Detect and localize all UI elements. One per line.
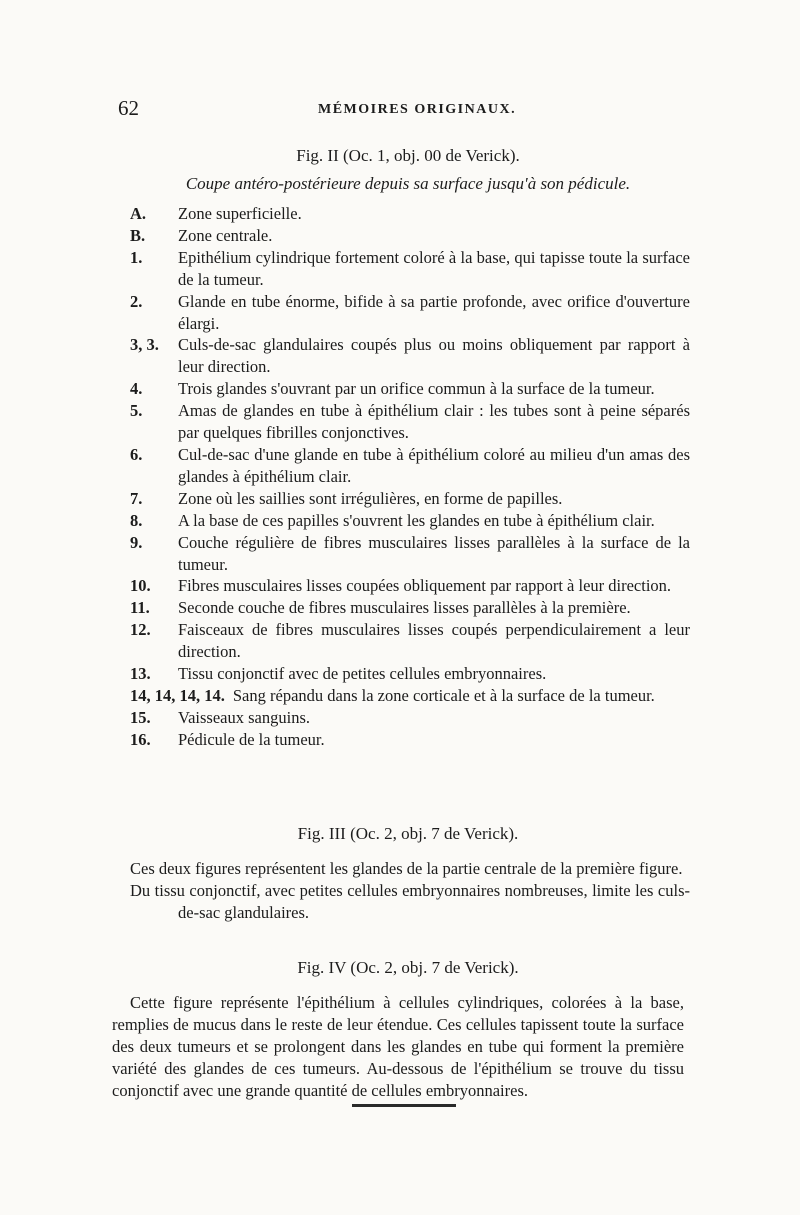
legend-item	[130, 619, 690, 663]
legend-item-number: 15.	[130, 707, 151, 727]
legend-item-text: A la base de ces papilles s'ouvrent les glandes en tube à épithélium clair.	[178, 510, 655, 530]
legend-item-text: Faisceaux de fibres musculaires lisses coupés perpendiculairement a leur direction.	[178, 620, 690, 662]
fig2-subtitle: Coupe antéro-postérieure depuis sa surface jusqu'à son pédicule.	[185, 174, 631, 193]
page-number: 62	[118, 96, 139, 120]
legend-item-text: Tissu conjonctif avec de petites cellules embryonnaires.	[178, 664, 547, 684]
legend-item	[130, 510, 690, 532]
fig4-heading: Fig. IV (Oc. 2, obj. 7 de Verick).	[297, 958, 519, 977]
legend-item	[130, 532, 690, 576]
legend-item	[130, 225, 690, 247]
end-rule	[352, 1104, 456, 1107]
legend-item-number: 16.	[130, 729, 151, 749]
legend-item	[130, 334, 690, 378]
legend-item	[130, 729, 690, 751]
legend-item-number: 9.	[130, 532, 143, 552]
legend-item-text: Culs-de-sac glandulaires coupés plus ou moins obliquement par rapport à leur direction.	[178, 335, 690, 377]
legend-item-text: Vaisseaux sanguins.	[178, 707, 310, 727]
legend-item	[130, 444, 690, 488]
legend-item	[130, 488, 690, 510]
legend-item-number: B.	[130, 225, 146, 245]
fig3-paragraph: Du tissu conjonctif, avec petites cellules embryonnaires nombreuses, limite les culs-de-sac glandulaires.	[130, 881, 690, 922]
legend-item-text: Epithélium cylindrique fortement coloré à la base, qui tapisse toute la surface de la tumeur.	[178, 247, 690, 289]
legend-item	[130, 597, 690, 619]
legend-item-text: Seconde couche de fibres musculaires lisses parallèles à la première.	[178, 598, 631, 618]
legend-item	[130, 203, 690, 225]
legend-item-number: 12.	[130, 620, 151, 640]
legend-item-number: 11.	[130, 598, 150, 618]
fig2-legend-list	[130, 203, 690, 751]
legend-item-number: 5.	[130, 401, 143, 421]
legend-item	[130, 685, 690, 707]
legend-item-number: 2.	[130, 291, 143, 311]
fig4-paragraph: Cette figure représente l'épithélium à cellules cylindriques, colorées à la base, remplies de mucus dans le reste de leur étendue. Ces cellules tapissent toute la surface des deux tumeurs et se prolongent dans les glandes en tube qui forment la première variété des glandes de ces tumeurs. Au-dessous de l'épithélium se trouve du tissu conjonctif avec une grande quantité de cellules embryonnaires.	[112, 993, 684, 1100]
legend-item-text: Amas de glandes en tube à épithélium clair : les tubes sont à peine séparés par quelques fibrilles conjonctives.	[178, 401, 690, 443]
legend-item	[130, 400, 690, 444]
legend-item-number: 6.	[130, 444, 143, 464]
running-title: MÉMOIRES ORIGINAUX.	[318, 102, 517, 117]
legend-item-text: Couche régulière de fibres musculaires lisses parallèles à la surface de la tumeur.	[178, 532, 690, 574]
legend-item-number: 4.	[130, 379, 143, 399]
fig2-heading: Fig. II (Oc. 1, obj. 00 de Verick).	[296, 146, 520, 165]
legend-item-number: 1.	[130, 247, 143, 267]
legend-item	[130, 247, 690, 291]
legend-item-number: 7.	[130, 488, 143, 508]
legend-item	[130, 378, 690, 400]
legend-item	[130, 663, 690, 685]
legend-item-text: Pédicule de la tumeur.	[178, 729, 325, 749]
legend-item-number: 13.	[130, 664, 151, 684]
legend-item	[130, 291, 690, 335]
legend-item-text: Zone centrale.	[178, 225, 273, 245]
fig3-text	[130, 858, 690, 924]
legend-item-number: 3, 3.	[130, 335, 159, 355]
fig3-paragraph: Ces deux figures représentent les glandes de la partie centrale de la première figure.	[130, 859, 683, 878]
legend-item-text: Cul-de-sac d'une glande en tube à épithélium coloré au milieu d'un amas des glandes à épithélium clair.	[178, 444, 690, 486]
legend-item-text: Zone où les saillies sont irrégulières, en forme de papilles.	[178, 488, 563, 508]
legend-item	[130, 707, 690, 729]
legend-item-text: Zone superficielle.	[178, 204, 302, 223]
legend-item-number: 10.	[130, 576, 151, 596]
legend-item-text: Trois glandes s'ouvrant par un orifice commun à la surface de la tumeur.	[178, 379, 655, 399]
fig3-heading: Fig. III (Oc. 2, obj. 7 de Verick).	[297, 824, 519, 843]
legend-item-number: 14, 14, 14, 14.	[130, 685, 225, 705]
legend-item	[130, 575, 690, 597]
legend-item-text: Sang répandu dans la zone corticale et à la surface de la tumeur.	[232, 685, 655, 705]
legend-item-number: 8.	[130, 510, 143, 530]
legend-item-number: A.	[130, 204, 147, 223]
legend-item-text: Glande en tube énorme, bifide à sa partie profonde, avec orifice d'ouverture élargi.	[178, 291, 690, 333]
page-header	[118, 96, 698, 126]
legend-item-text: Fibres musculaires lisses coupées obliquement par rapport à leur direction.	[178, 576, 672, 596]
